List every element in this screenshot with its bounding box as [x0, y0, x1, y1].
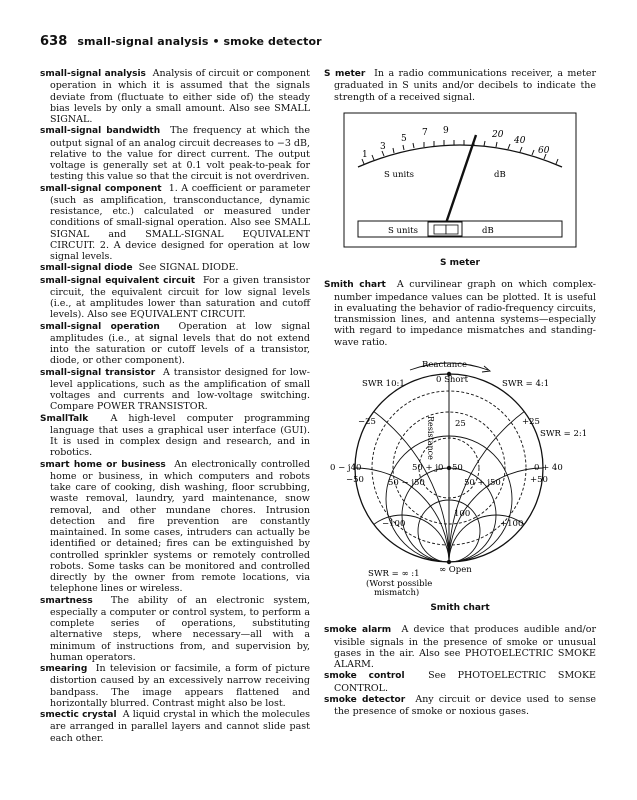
reactance-arc-p100 — [449, 515, 543, 596]
entry-definition: See PHOTOELECTRIC SMOKE CONTROL. — [334, 670, 596, 694]
chart-grid — [324, 374, 596, 596]
worst-mismatch-label-1: (Worst possible — [366, 578, 433, 589]
smith-chart-figure — [324, 354, 596, 615]
entry-term: SmallTalk — [40, 413, 89, 424]
entry-definition: The frequency at which the output signal of an analog circuit decreases to −3 dB, relative to the value for direct current. The output voltage is generally set at 0.1 volt peak-to-peak for testing this value so that the circuit is not overdriven. — [50, 125, 311, 183]
glossary-entry — [40, 275, 310, 321]
running-title: small-signal analysis • smoke detector — [77, 35, 322, 48]
scale-arc — [358, 145, 562, 167]
entry-term: small-signal diode — [40, 263, 133, 274]
swr-4-label: SWR = 4:1 — [502, 378, 550, 389]
smith-chart-caption: Smith chart — [430, 603, 490, 613]
page-number: 638 — [40, 34, 68, 49]
glossary-entry — [40, 68, 310, 125]
entry-definition: For a given transistor circuit, the equivalent circuit for low signal levels (i.e., at amplitudes lower than saturation and cutoff levels). Also see EQUIVALENT CIRCUIT. — [50, 274, 311, 321]
swr-10-label: SWR 10:1 — [362, 378, 405, 389]
entry-definition: In television or facsimile, a form of picture distortion caused by an excessively narrow receiving bandpass. The image appears flattened and horizontally blurred. Contrast might also be lost. — [50, 663, 310, 709]
entry-definition: A high-level computer programming language that uses a graphical user interface (GUI). It is used in complex design and research, and in robotics. — [50, 412, 310, 459]
entry-term: small-signal transistor — [40, 367, 156, 378]
entry-term: small-signal operation — [40, 321, 160, 332]
s-meter-figure — [324, 109, 596, 270]
entry-term: small-signal equivalent circuit — [40, 275, 196, 286]
entry-definition: Any circuit or device used to sense the presence of smoke or noxious gases. — [334, 693, 596, 717]
glossary-entry — [324, 670, 596, 694]
left-column — [40, 68, 310, 744]
glossary-entry — [40, 663, 310, 709]
glossary-entry — [324, 624, 596, 670]
reactance-m100-label: −100 — [382, 518, 406, 529]
glossary-entry — [40, 321, 310, 367]
open-point — [447, 560, 451, 564]
reactance-p100-label: +100 — [500, 518, 524, 529]
reactance-m50-label: −50 — [346, 474, 364, 485]
reactance-p25-label: +25 — [522, 416, 540, 427]
impedance-50-pj50-label: 50 + j50 — [464, 477, 501, 488]
glossary-entry — [40, 595, 310, 664]
glossary-entry — [324, 68, 596, 103]
lower-s-units-label: S units — [388, 225, 418, 236]
resistance-100-label: 100 — [454, 508, 471, 519]
entry-term: S meter — [324, 69, 366, 79]
entry-definition: See SIGNAL DIODE. — [138, 262, 239, 274]
entry-definition: A transistor designed for low-level applications, such as the amplification of small voltages and currents and low-voltage switching. Compare POWER TRANSISTOR. — [50, 366, 310, 413]
swr-infinite-label: SWR = ∞ :1 — [368, 568, 420, 579]
entry-term: smearing — [40, 664, 88, 674]
s-scale-label: 9 — [443, 125, 449, 136]
entry-definition: A liquid crystal in which the molecules are arranged in parallel layers and cannot slide past each other. — [50, 709, 310, 744]
glossary-entry — [40, 367, 310, 413]
worst-mismatch-label-2: mismatch) — [374, 587, 420, 596]
entry-definition: Operation at low signal amplitudes (i.e., at signal levels that do not extend into the saturation or cutoff levels of a transistor, diode, or other component). — [50, 320, 311, 367]
entry-term: smart home or business — [40, 459, 166, 470]
lower-db-label: dB — [482, 225, 494, 236]
reactance-label: Reactance — [422, 359, 468, 370]
db-scale-label: 20 — [492, 129, 504, 140]
smith-chart-illustration — [324, 354, 596, 596]
entry-term: Smith chart — [324, 280, 386, 291]
s-scale-label: 7 — [422, 127, 428, 138]
resistance-axis-label: Resistance — [426, 415, 435, 460]
reactance-arc-m25 — [324, 374, 449, 596]
right-column — [324, 68, 596, 717]
entry-term: small-signal bandwidth — [40, 126, 161, 137]
s-scale-label: 5 — [401, 133, 407, 144]
upper-db-label: dB — [494, 169, 506, 180]
center-point — [447, 466, 451, 470]
glossary-entry — [40, 262, 310, 274]
short-label: 0 Short — [436, 374, 469, 385]
db-scale-label: 60 — [538, 145, 550, 156]
glossary-entry — [324, 279, 596, 348]
zero-adjust-knob-right — [446, 225, 458, 234]
page-header — [40, 34, 322, 49]
glossary-entry — [40, 459, 310, 595]
reactance-m25-label: −25 — [358, 416, 376, 427]
reactance-p50-label: +50 — [530, 474, 548, 485]
resistance-25-label: 25 — [455, 418, 466, 429]
entry-term: smectic crystal — [40, 710, 117, 720]
entry-term: smoke alarm — [324, 625, 392, 636]
glossary-entry — [40, 183, 310, 263]
upper-s-units-label: S units — [384, 169, 414, 180]
entry-definition: The ability of an electronic system, especially a computer or control system, to perform a complete series of operations, substituting alternative steps, where necessary—all with a minimum of instructions from, and supervision by, human operators. — [50, 594, 310, 663]
impedance-50-j0-label: 50 + j0 — [412, 462, 444, 473]
zero-adjust-knob-left — [434, 225, 446, 234]
s-meter-illustration — [324, 109, 596, 251]
entry-definition: Analysis of circuit or component operation in which it is assumed that the signals deviate from (fluctuate to either side of) the steady bias levels by only a small amount. Also see SMALL SIGNAL. — [50, 68, 310, 125]
entry-definition: An electronically controlled home or business, in which computers and robots take care of cooking, dish washing, floor scrubbing, waste removal, laundry, yard maintenance, snow removal, and other mundane chores. Intrusion detection and fire prevention are constantly maintained. In some cases, intruders can actually be identified or detained; fires can be extinguished by controlled sprinkler systems or remotely controlled robots. Some tasks can be monitored and controlled directly by the owner from remote locations, via telephone lines or wireless. — [50, 458, 310, 595]
entry-term: smartness — [40, 595, 93, 606]
db-scale-label: 40 — [514, 135, 526, 146]
entry-definition: In a radio communications receiver, a meter graduated in S units and/or decibels to indicate the strength of a received signal. — [334, 68, 597, 103]
reactance-p40-label: 0 + 40 — [534, 462, 563, 473]
s-meter-caption: S meter — [440, 258, 480, 268]
swr-2-label: SWR = 2:1 — [540, 428, 588, 439]
s-scale-label: 3 — [380, 141, 386, 152]
entry-definition: A device that produces audible and/or visible signals in the presence of smoke or unusual gases in the air. Also see PHOTOELECTRIC SMOKE ALARM. — [334, 624, 596, 670]
entry-definition: 1. A coefficient or parameter (such as amplification, transconductance, dynamic resistance, etc.) calculated or measured under conditions of small-signal operation. Also see SMALL SIGNAL and SMALL-SIGNAL EQUIVALENT CIRCUIT. 2. A device designed for operation at low signal levels. — [50, 182, 310, 262]
glossary-entry — [40, 413, 310, 459]
scale-ticks — [362, 140, 558, 164]
entry-term: small-signal analysis — [40, 69, 146, 79]
s-scale-label: 1 — [362, 149, 368, 160]
resistance-50-label: 50 — [452, 462, 463, 473]
entry-term: smoke detector — [324, 694, 406, 705]
glossary-entry — [40, 125, 310, 182]
glossary-entry — [324, 694, 596, 718]
impedance-50-mj50-label: 50 − j50 — [388, 477, 425, 488]
meter-needle — [444, 135, 476, 229]
reactance-m40-label: 0 − j40 — [330, 462, 362, 473]
entry-term: small-signal component — [40, 183, 162, 194]
glossary-entry — [40, 709, 310, 744]
entry-term: smoke control — [324, 671, 405, 682]
entry-definition: A curvilinear graph on which complex-number impedance values can be plotted. It is useful in evaluating the behavior of radio-frequency circuits, transmission lines, and antenna systems—especially with regard to impedance mismatches and standing-wave ratio. — [334, 279, 596, 348]
open-label: ∞ Open — [439, 564, 472, 575]
